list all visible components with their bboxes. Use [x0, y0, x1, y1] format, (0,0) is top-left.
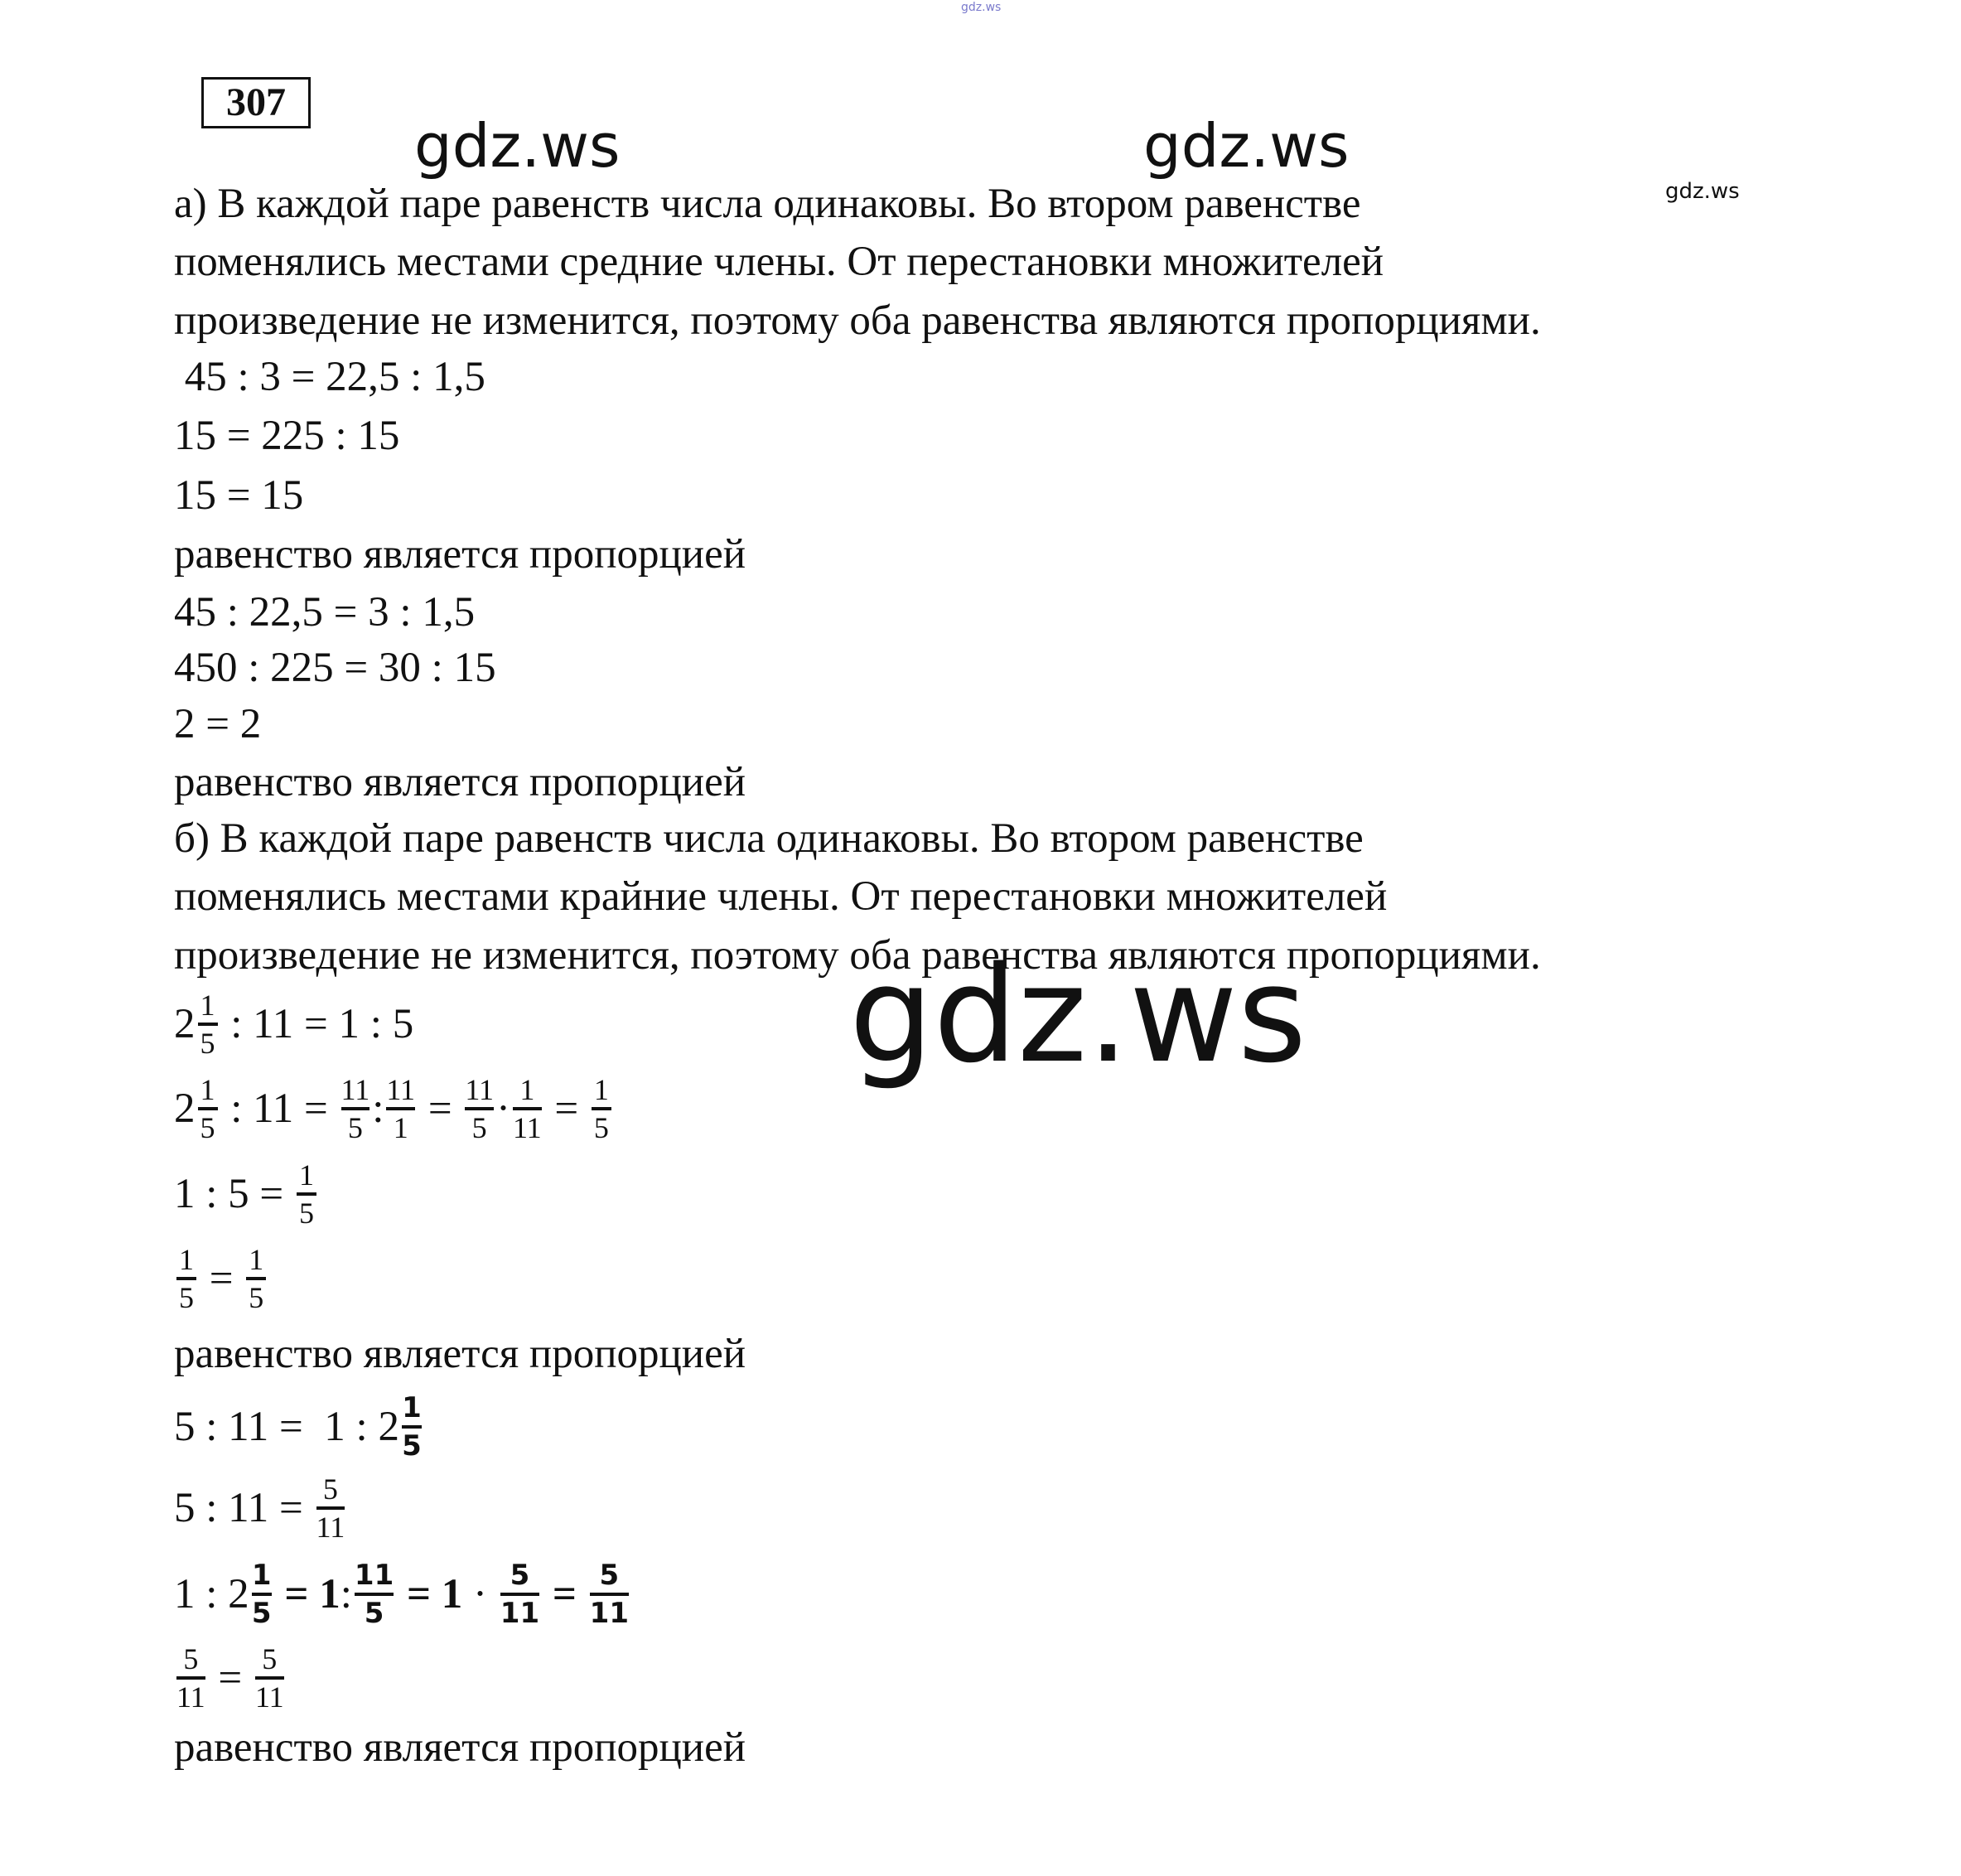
fraction: $\frac{1}{5}$	[402, 1391, 422, 1463]
text: =	[418, 1085, 463, 1132]
text: 5 : 11 = 1 : 2	[174, 1404, 399, 1450]
text: =	[396, 1571, 442, 1617]
text: =	[207, 1655, 253, 1701]
equation-line: 45 : 3 = 22,5 : 1,5	[174, 354, 485, 400]
text-line: произведение не изменится, поэтому оба равенства являются пропорциями.	[174, 297, 1541, 344]
text: 5 : 11 =	[174, 1485, 314, 1531]
fraction: $\frac{5}{11}$	[176, 1642, 205, 1714]
watermark-small: gdz.ws	[1665, 179, 1740, 204]
numerator: 1	[200, 989, 215, 1022]
watermark-large: gdz.ws	[849, 937, 1307, 1092]
fraction: $\frac{1}{5}$	[198, 1073, 218, 1144]
task-number: 307	[201, 77, 311, 128]
text: ·	[462, 1571, 498, 1617]
text: =	[543, 1085, 589, 1132]
fraction	[198, 989, 218, 1060]
text: 1	[319, 1571, 341, 1617]
whole: 2	[174, 1001, 196, 1047]
equation-line	[174, 1391, 424, 1463]
text: : 11 = 1 : 5	[220, 1001, 414, 1047]
watermark-right: gdz.ws	[1143, 111, 1350, 181]
fraction: $\frac{5}{11}$	[500, 1559, 540, 1630]
text-line: произведение не изменится, поэтому оба равенства являются пропорциями.	[174, 932, 1541, 979]
equation-line: 15 = 225 : 15	[174, 413, 400, 459]
conclusion-line: равенство является пропорцией	[174, 1331, 746, 1377]
conclusion-line: равенство является пропорцией	[174, 759, 746, 805]
equation-line	[174, 1472, 347, 1544]
equation-line: 45 : 22,5 = 3 : 1,5	[174, 589, 476, 636]
text-line: поменялись местами крайние члены. От перестановки множителей	[174, 873, 1388, 920]
text-line: а) В каждой паре равенств числа одинаковы. Во втором равенстве	[174, 181, 1361, 227]
conclusion-line: равенство является пропорцией	[174, 1724, 746, 1771]
text: :	[372, 1085, 384, 1132]
equation-line	[174, 1559, 631, 1630]
conclusion-line: равенство является пропорцией	[174, 531, 746, 578]
fraction: $\frac{11}{5}$	[465, 1073, 494, 1144]
text: :	[340, 1571, 352, 1617]
equation-line	[174, 989, 414, 1060]
fraction: $\frac{11}{1}$	[386, 1073, 416, 1144]
fraction: $\frac{1}{5}$	[246, 1243, 266, 1314]
text: 1 : 5 =	[174, 1171, 294, 1217]
equation-line	[174, 1158, 319, 1230]
fraction: $\frac{11}{5}$	[341, 1073, 370, 1144]
fraction: $\frac{1}{5}$	[297, 1158, 316, 1230]
fraction: $\frac{1}{5}$	[251, 1559, 272, 1630]
equation-line	[174, 1642, 287, 1714]
fraction: $\frac{5}{11}$	[316, 1472, 345, 1544]
text: ·	[496, 1085, 510, 1132]
fraction: $\frac{1}{5}$	[176, 1243, 196, 1314]
equation-line: 2 = 2	[174, 701, 262, 747]
watermark-top: gdz.ws	[961, 1, 1002, 14]
text-line: б) В каждой паре равенств числа одинаковы. Во втором равенстве	[174, 815, 1364, 862]
equation-line: 450 : 225 = 30 : 15	[174, 645, 496, 691]
equation-line	[174, 1073, 614, 1144]
text: 1 : 2	[174, 1571, 249, 1617]
text: =	[273, 1571, 320, 1617]
text: 1	[441, 1571, 463, 1617]
text: =	[542, 1571, 587, 1617]
denominator: 5	[200, 1027, 215, 1060]
fraction: $\frac{5}{11}$	[589, 1559, 629, 1630]
watermark-left: gdz.ws	[414, 111, 621, 181]
fraction: $\frac{11}{5}$	[354, 1559, 394, 1630]
whole: 2	[174, 1085, 196, 1132]
equation-line: 15 = 15	[174, 472, 304, 519]
fraction: $\frac{1}{11}$	[512, 1073, 542, 1144]
text-line: поменялись местами средние члены. От перестановки множителей	[174, 239, 1384, 285]
text: : 11 =	[220, 1085, 339, 1132]
fraction: $\frac{5}{11}$	[254, 1642, 284, 1714]
equation-line	[174, 1243, 268, 1314]
text: =	[199, 1255, 244, 1302]
fraction: $\frac{1}{5}$	[592, 1073, 611, 1144]
